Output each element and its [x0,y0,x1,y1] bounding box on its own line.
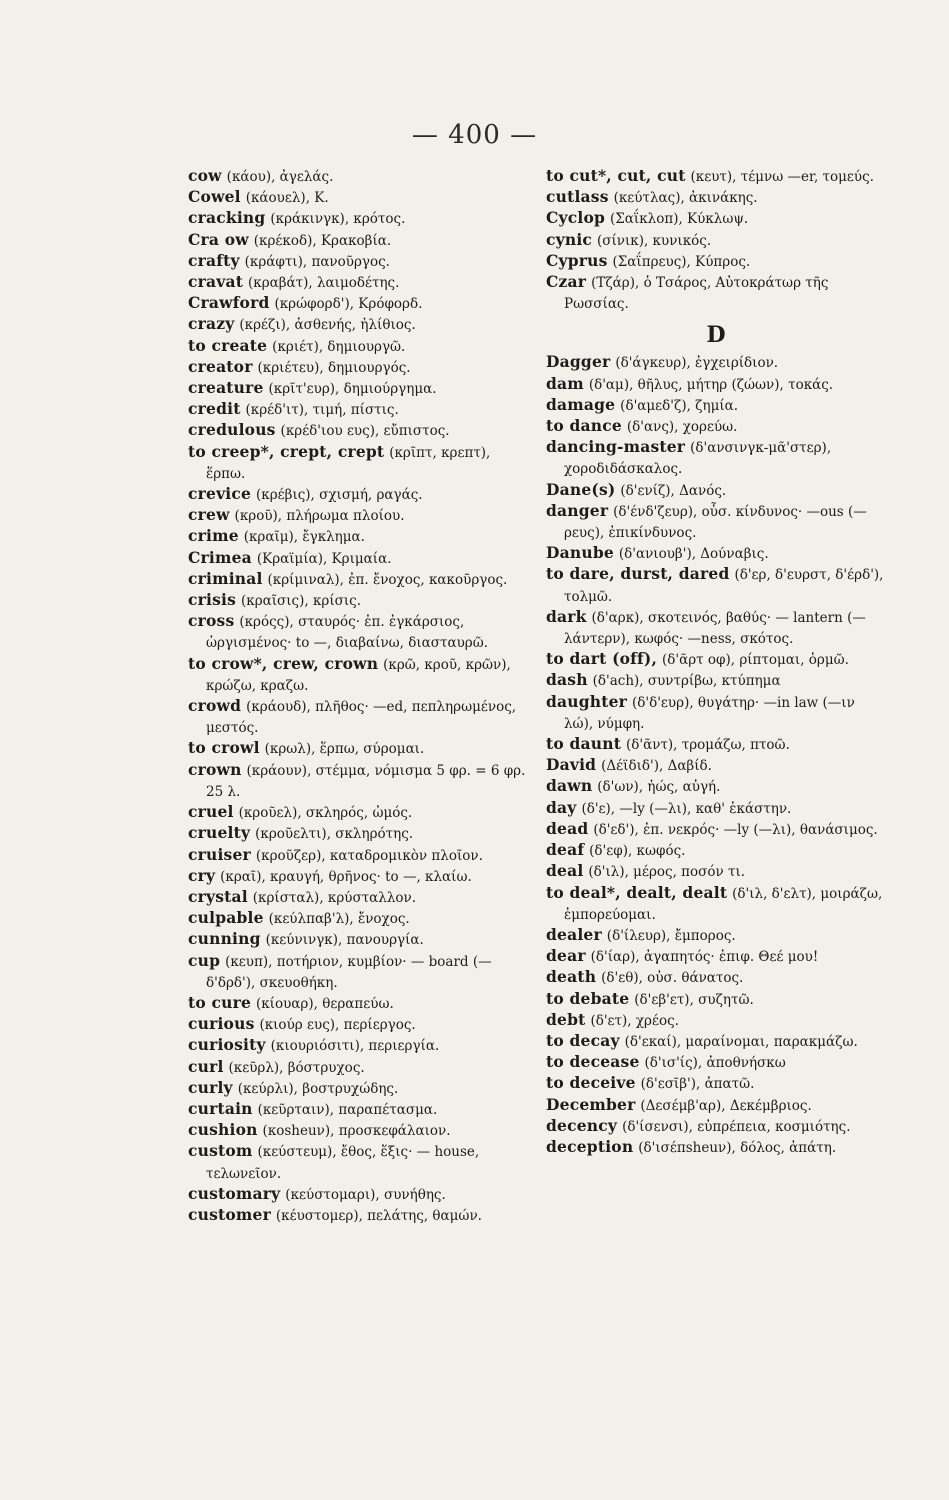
dictionary-entry [546,755,886,776]
entry-gloss: (κάουελ), Κ. [245,190,329,207]
entry-headword: customer [188,1204,271,1224]
entry-headword: crown [188,759,242,779]
entry-headword: deaf [546,840,585,860]
left-column [188,166,528,1226]
dictionary-entry [546,187,886,208]
entry-headword: cruiser [188,844,251,864]
entry-gloss: (κευπ), ποτήριον, κυμβίον· — board (—δ'δρδ'), σκευοθήκη. [206,953,492,991]
entry-gloss: (κάου), ἀγελάς. [226,169,334,185]
dictionary-entry [188,1014,528,1035]
dictionary-entry [188,866,528,887]
entry-gloss: (δ'ισ'ίς), ἀποθνήσκω [644,1055,786,1072]
entry-headword: to daunt [546,734,622,754]
entry-headword: deception [546,1136,634,1156]
dictionary-entry [188,1099,528,1120]
entry-headword: Dagger [546,352,611,372]
entry-gloss: (κεύλπαβ'λ), ἔνοχος. [268,911,410,928]
entry-headword: curl [188,1056,224,1076]
dictionary-entry [188,590,528,611]
dictionary-entry [188,823,528,844]
entry-headword: to dare, durst, dared [546,564,730,584]
entry-gloss: (δ'ᾶντ), τρομάζω, πτοῶ. [626,737,790,754]
section-letter: D [706,322,726,349]
entry-headword: customary [188,1183,281,1203]
dictionary-entry [188,166,528,187]
entry-headword: to dart (off), [546,649,658,669]
entry-headword: curious [188,1014,255,1034]
entry-gloss: (δ'ερ, δ'ευρστ, δ'έρδ'), τολμῶ. [564,567,884,605]
entry-headword: Crawford [188,293,270,313]
dictionary-entry [546,480,886,501]
entry-headword: crystal [188,886,248,906]
dictionary-entry [188,993,528,1014]
dictionary-entry [546,1010,886,1031]
entry-gloss: (κρῶ, κροῦ, κρῶν), κρώζω, κραζω. [206,656,511,694]
entry-gloss: (Δεσέμβ'αρ), Δεκέμβριος. [640,1097,812,1114]
entry-headword: cruel [188,802,234,822]
dictionary-entry [546,607,886,649]
entry-headword: dash [546,670,588,690]
entry-gloss: (δ'ανσινγκ-μᾶ'στερ), χοροδιδάσκαλος. [564,440,832,478]
entry-gloss: (κροῦελτι), σκληρότης. [255,826,414,843]
entry-headword: dealer [546,924,602,944]
entry-gloss: (δ'ach), συντρίβω, κτύπημα [592,673,781,690]
dictionary-entry [188,887,528,908]
dictionary-entry [546,946,886,967]
entry-gloss: (κραβάτ), λαιμοδέτης. [248,275,400,292]
entry-gloss: (κρέδ'ιου ευς), εὔπιστος. [280,423,450,440]
entry-gloss: (κραῖσις), κρίσις. [240,593,361,610]
entry-headword: day [546,797,577,817]
dictionary-entry [188,230,528,251]
dictionary-entry [188,569,528,590]
entry-gloss: (δ'ενίζ), Δανός. [620,482,727,499]
entry-gloss: (κρίμιναλ), ἐπ. ἔνοχος, κακοῦργος. [267,571,508,588]
entry-gloss: (δ'ισέπsheuν), δόλος, ἀπάτη. [638,1139,837,1156]
entry-headword: dam [546,373,584,393]
entry-headword: crevice [188,484,252,504]
entry-gloss: (κευτ), τέμνω —er, τομεύς. [690,169,874,185]
entry-headword: to crow*, crew, crown [188,653,379,673]
entry-headword: damage [546,394,616,414]
dictionary-entry [546,437,886,479]
entry-headword: Cra ow [188,229,249,249]
dictionary-entry [188,484,528,505]
entry-gloss: (σίνικ), κυνικός. [596,232,712,249]
entry-gloss: (Σαΐκλοπ), Κύκλωψ. [609,211,749,228]
entry-headword: creature [188,378,264,398]
entry-headword: Dane(s) [546,479,616,499]
entry-gloss: (κράουδ), πλῆθος· —ed, πεπληρωμένος, μεστός. [206,699,517,737]
entry-headword: December [546,1094,636,1114]
dictionary-entry [546,1052,886,1073]
entry-gloss: (κρέβις), σχισμή, ραγάς. [256,487,423,504]
entry-gloss: (Κραϊμία), Κριμαία. [256,550,392,567]
dictionary-entry [188,420,528,441]
entry-headword: cravat [188,272,244,292]
entry-headword: dark [546,606,587,626]
entry-headword: cross [188,611,235,631]
entry-gloss: (κεύτλας), ἀκινάκης. [613,190,758,207]
dictionary-entry [188,1184,528,1205]
dictionary-entry [188,293,528,314]
entry-headword: crafty [188,250,240,270]
dictionary-entry [546,416,886,437]
entry-gloss: (Σαΐπρευς), Κύπρος. [612,253,751,270]
entry-gloss: (δ'ᾶρτ οφ), ρίπτομαι, ὁρμῶ. [661,652,849,669]
entry-headword: to cure [188,992,252,1012]
entry-headword: daughter [546,691,628,711]
entry-gloss: (δ'εκαί), μαραίνομαι, παρακμάζω. [624,1033,858,1050]
entry-headword: crisis [188,590,237,610]
entry-headword: to deceive [546,1073,636,1093]
entry-headword: cruelty [188,823,251,843]
entry-gloss: (δ'ων), ἠώς, αὐγή. [597,779,721,796]
entry-gloss: (δ'ανιουβ'), Δούναβις. [618,546,769,563]
dictionary-entry [188,251,528,272]
entry-gloss: (κεύνινγκ), πανουργία. [265,932,424,949]
entry-headword: danger [546,500,609,520]
dictionary-entry [546,564,886,606]
dictionary-entry [188,802,528,823]
entry-headword: to debate [546,988,630,1008]
entry-headword: Cyclop [546,208,606,228]
entry-gloss: (δ'ιλ, δ'ελτ), μοιράζω, ἐμπορεύομαι. [564,885,883,923]
entry-gloss: (δ'δ'ευρ), θυγάτηρ· —in law (—ιν λώ), νύμφη. [564,694,855,732]
entry-gloss: (κροῦ), πλήρωμα πλοίου. [234,508,405,525]
entry-headword: deal [546,861,584,881]
entry-headword: to deal*, dealt, dealt [546,882,728,902]
entry-gloss: (δ'αμεδ'ζ), ζημία. [620,397,739,414]
entry-gloss: (δ'αρκ), σκοτεινός, βαθύς· — lantern (—λάντερν), κωφός· —ness, σκότος. [564,609,866,648]
dictionary-entry [188,272,528,293]
entry-headword: curly [188,1077,233,1097]
entry-gloss: (κροῦζερ), καταδρομικὸν πλοῖον. [255,847,483,864]
dictionary-entry [546,352,886,373]
entry-gloss: (δ'ένδ'ζευρ), οὖσ. κίνδυνος· —ous (—ρευς), ἐπικίνδυνος. [564,503,867,542]
dictionary-entry [188,1205,528,1226]
entry-gloss: (κρώφορδ'), Κρόφορδ. [274,296,423,313]
dictionary-entry [188,951,528,993]
dictionary-entry [546,840,886,861]
entry-headword: to creep*, crept, crept [188,441,385,461]
entry-gloss: (κραῖμ), ἔγκλημα. [243,529,365,546]
dictionary-entry [188,929,528,950]
entry-gloss: (δ'άγκευρ), ἐγχειρίδιον. [615,355,779,372]
dictionary-entry [188,442,528,484]
entry-headword: cunning [188,929,261,949]
dictionary-entry [188,357,528,378]
entry-gloss: (κρῖτ'ευρ), δημιούργημα. [268,381,437,398]
entry-headword: credulous [188,420,276,440]
dictionary-entry [188,399,528,420]
entry-gloss: (κεῦρταιν), παραπέτασμα. [257,1101,438,1118]
entry-headword: Czar [546,272,587,292]
entry-headword: to dance [546,416,622,436]
dictionary-entry [188,548,528,569]
entry-headword: dancing-master [546,437,686,457]
entry-gloss: (Τζάρ), ὁ Τσάρος, Αὐτοκράτωρ τῆς Ρωσσίας. [564,275,829,313]
dictionary-entry [188,738,528,759]
entry-headword: to decease [546,1052,640,1072]
entry-gloss: (κρόςς), σταυρός· ἐπ. ἐγκάρσιος, ὡργισμένος· to —, διαβαίνω, διασταυρῶ. [206,614,489,652]
entry-headword: cup [188,950,221,970]
entry-gloss: (δ'ετ), χρέος. [590,1012,679,1029]
dictionary-entry [188,208,528,229]
entry-gloss: (κεύστευμ), ἔθος, ἕξις· — house, τελωνεῖον. [206,1144,480,1182]
entry-headword: to create [188,335,268,355]
entry-headword: cow [188,166,222,185]
dictionary-entry [188,187,528,208]
dictionary-entry [546,861,886,882]
entry-gloss: (κίουαρ), θεραπεύω. [255,995,394,1012]
entry-headword: Cyprus [546,250,608,270]
dictionary-entry [546,543,886,564]
entry-gloss: (κιούρ ευς), περίεργος. [259,1017,416,1034]
dictionary-entry [546,798,886,819]
dictionary-entry [546,692,886,734]
entry-headword: culpable [188,908,264,928]
dictionary-entry [188,908,528,929]
entry-gloss: (κεύρλι), βοστρυχώδης. [237,1080,399,1097]
dictionary-entry [188,845,528,866]
entry-gloss: (κρέκοδ), Κρακοβία. [253,232,392,249]
entry-headword: custom [188,1141,253,1161]
entry-gloss: (δ'ε), —ly (—λι), καθ' ἑκάστην. [581,800,792,817]
right-column [546,166,886,1158]
entry-gloss: (κράφτι), πανοῦργος. [244,253,390,270]
entry-headword: Danube [546,543,614,563]
dictionary-entry [188,314,528,335]
entry-headword: cracking [188,208,266,228]
entry-gloss: (δ'ιλ), μέρος, ποσόν τι. [588,864,746,881]
entry-headword: debt [546,1009,586,1029]
dictionary-entry [188,1035,528,1056]
dictionary-entry [546,230,886,251]
entry-headword: crowd [188,696,242,716]
entry-gloss: (δ'ίλευρ), ἔμπορος. [606,927,736,944]
entry-gloss: (δ'ίαρ), ἀγαπητός· ἐπιφ. Θεέ μου! [590,949,819,966]
entry-gloss: (κράουν), στέμμα, νόμισμα 5 φρ. = 6 φρ. 25 λ. [206,762,526,800]
dictionary-entry [546,251,886,272]
dictionary-entry [188,1078,528,1099]
dictionary-entry [188,505,528,526]
dictionary-entry [546,395,886,416]
entry-headword: Crimea [188,547,252,567]
dictionary-entry [546,501,886,543]
entry-gloss: (κιουριόσιτι), περιεργία. [270,1038,440,1055]
dictionary-entry [188,696,528,738]
dictionary-entry [546,967,886,988]
dictionary-entry [546,166,886,187]
dictionary-entry [546,883,886,925]
dictionary-entry [188,1057,528,1078]
dictionary-entry [546,1116,886,1137]
dictionary-entry [188,1120,528,1141]
entry-headword: crew [188,505,230,525]
entry-gloss: (δ'εσῖβ'), ἀπατῶ. [640,1076,755,1093]
entry-headword: crime [188,526,239,546]
entry-headword: criminal [188,568,263,588]
entry-gloss: (κρῖπτ, κρεπτ), ἕρπω. [206,444,491,482]
entry-headword: dear [546,946,586,966]
entry-gloss: (δ'ανς), χορεύω. [626,419,738,436]
entry-headword: to crowl [188,738,260,758]
dictionary-entry [546,670,886,691]
dictionary-entry [546,649,886,670]
dictionary-entry [546,374,886,395]
entry-headword: David [546,755,597,775]
entry-headword: Cowel [188,187,241,207]
entry-gloss: (κρωλ), ἕρπω, σύρομαι. [264,741,425,758]
entry-gloss: (κροῦελ), σκληρός, ὠμός. [238,805,413,822]
dictionary-entry [188,1141,528,1183]
entry-gloss: (κοsheuν), προσκεφάλαιον. [262,1123,451,1140]
dictionary-entry [546,1095,886,1116]
dictionary-entry [546,989,886,1010]
entry-headword: cutlass [546,187,609,207]
entry-headword: creator [188,356,253,376]
dictionary-entry [188,378,528,399]
entry-gloss: (κεῦρλ), βόστρυχος. [228,1059,365,1076]
entry-headword: crazy [188,314,235,334]
entry-gloss: (δ'εδ'), ἐπ. νεκρός· —ly (—λι), θανάσιμος. [593,821,878,838]
page-number: — 400 — [411,120,538,150]
entry-headword: to decay [546,1030,620,1050]
dictionary-entry [188,526,528,547]
entry-headword: death [546,967,597,987]
dictionary-entry [546,1137,886,1158]
dictionary-entry [546,272,886,314]
entry-headword: to cut*, cut, cut [546,166,686,185]
dictionary-entry [188,611,528,653]
entry-gloss: (κρέδ'ιτ), τιμή, πίστις. [245,402,399,419]
dictionary-entry [546,1073,886,1094]
entry-headword: credit [188,399,241,419]
entry-headword: dead [546,818,589,838]
dictionary-entry [546,819,886,840]
entry-headword: dawn [546,776,593,796]
dictionary-entry [546,734,886,755]
dictionary-entry [546,1031,886,1052]
entry-gloss: (δ'εθ), οὐσ. θάνατος. [601,970,744,987]
entry-gloss: (δ'αμ), θῆλυς, μήτηρ (ζώων), τοκάς. [588,376,834,393]
entry-gloss: (κράκινγκ), κρότος. [270,211,406,228]
entry-gloss: (δ'εβ'ετ), συζητῶ. [634,991,754,1008]
entry-gloss: (κρέζι), ἀσθενής, ἠλίθιος. [239,317,416,334]
entry-gloss: (κέυστομερ), πελάτης, θαμών. [275,1207,482,1224]
entry-headword: cushion [188,1120,258,1140]
entry-gloss: (δ'εφ), κωφός. [589,843,686,860]
dictionary-entry [188,336,528,357]
entry-headword: curiosity [188,1035,266,1055]
entry-headword: cry [188,865,216,885]
entry-headword: decency [546,1115,618,1135]
dictionary-entry [546,208,886,229]
entry-gloss: (κριέτ), δημιουργῶ. [272,338,406,355]
entry-gloss: (δ'ίσενσι), εὐπρέπεια, κοσμιότης. [622,1118,851,1135]
entry-gloss: (κεύστομαρι), συνήθης. [285,1186,446,1203]
entry-gloss: (κρίσταλ), κρύσταλλον. [252,889,417,906]
dictionary-entry [546,776,886,797]
entry-headword: cynic [546,229,593,249]
entry-gloss: (κραῖ), κραυγή, θρῆνος· to —, κλαίω. [220,868,472,885]
dictionary-entry [188,760,528,802]
dictionary-entry [546,925,886,946]
entry-gloss: (κριέτευ), δημιουργός. [257,359,411,376]
dictionary-entry [188,654,528,696]
entry-headword: curtain [188,1098,253,1118]
entry-gloss: (Δέϊδιδ'), Δαβίδ. [601,758,712,775]
